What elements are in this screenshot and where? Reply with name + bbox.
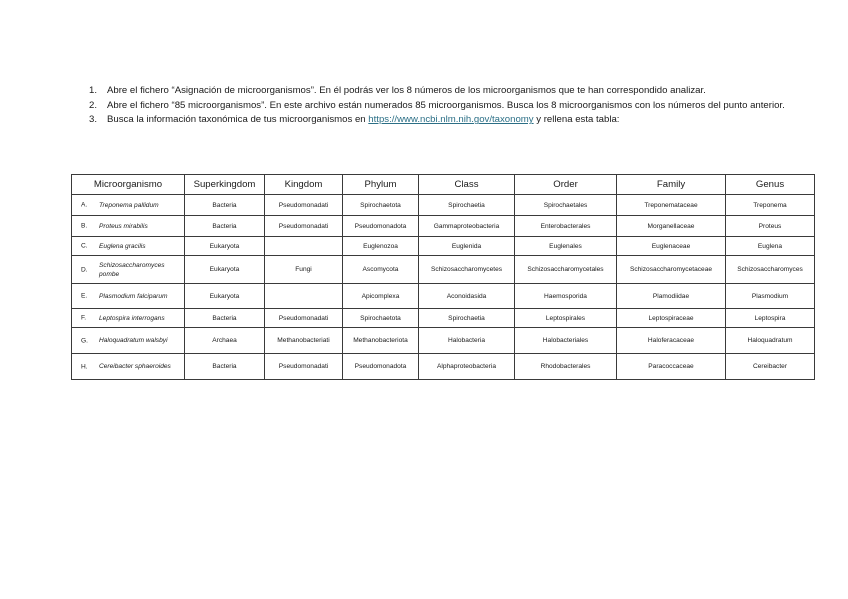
order-cell: Haemosporida: [515, 284, 617, 309]
class-cell: Spirochaetia: [419, 309, 515, 328]
organism-cell: [72, 237, 185, 256]
instruction-text: Abre el fichero “85 microorganismos”. En este archivo están numerados 85 microorganismos. Busca los 8 microorganismos con los números del punto anterior.: [107, 99, 785, 111]
table-row: [72, 354, 815, 380]
organism-cell: [72, 328, 185, 354]
class-cell: Schizosaccharomycetes: [419, 256, 515, 284]
family-cell: Euglenaceae: [617, 237, 726, 256]
instruction-number: 1.: [89, 85, 98, 96]
genus-cell: Cereibacter: [726, 354, 815, 380]
row-letter: G.: [81, 337, 88, 344]
table-row: [72, 216, 815, 237]
order-cell: Schizosaccharomycetales: [515, 256, 617, 284]
row-letter: E.: [81, 292, 88, 300]
superkingdom-cell: Bacteria: [185, 195, 265, 216]
row-letter: F.: [81, 314, 87, 322]
header-class: Class: [419, 175, 515, 195]
phylum-cell: Spirochaetota: [343, 309, 419, 328]
family-cell: Paracoccaceae: [617, 354, 726, 380]
family-cell: Haloferacaceae: [617, 328, 726, 354]
genus-cell: Haloquadratum: [726, 328, 815, 354]
family-cell: Leptospiraceae: [617, 309, 726, 328]
class-cell: Aconoidasida: [419, 284, 515, 309]
superkingdom-cell: Bacteria: [185, 216, 265, 237]
family-cell: Schizosaccharomycetaceae: [617, 256, 726, 284]
kingdom-cell: Fungi: [265, 256, 343, 284]
instruction-text-after: y rellena esta tabla:: [533, 114, 620, 126]
kingdom-cell: Methanobacteriati: [265, 328, 343, 354]
organism-name: Schizosaccharomyces pombe: [99, 261, 165, 278]
organism-cell: [72, 195, 185, 216]
kingdom-cell: [265, 237, 343, 256]
phylum-cell: Apicomplexa: [343, 284, 419, 309]
genus-cell: Schizosaccharomyces: [726, 256, 815, 284]
class-cell: Alphaproteobacteria: [419, 354, 515, 380]
organism-cell: [72, 354, 185, 380]
organism-name: Cereibacter sphaeroides: [99, 363, 171, 370]
genus-cell: Treponema: [726, 195, 815, 216]
kingdom-cell: [265, 284, 343, 309]
header-microorganismo: Microorganismo: [72, 175, 185, 195]
genus-cell: Proteus: [726, 216, 815, 237]
phylum-cell: Pseudomonadota: [343, 354, 419, 380]
row-letter: D.: [81, 266, 88, 273]
phylum-cell: Euglenozoa: [343, 237, 419, 256]
instructions-list: [87, 85, 787, 129]
header-kingdom: Kingdom: [265, 175, 343, 195]
order-cell: Enterobacterales: [515, 216, 617, 237]
family-cell: Morganellaceae: [617, 216, 726, 237]
phylum-cell: Methanobacteriota: [343, 328, 419, 354]
organism-cell: [72, 309, 185, 328]
kingdom-cell: Pseudomonadati: [265, 216, 343, 237]
phylum-cell: Spirochaetota: [343, 195, 419, 216]
instruction-item-1: [87, 85, 787, 97]
genus-cell: Leptospira: [726, 309, 815, 328]
row-letter: A.: [81, 201, 88, 209]
table-row: [72, 284, 815, 309]
instruction-number: 3.: [89, 114, 98, 126]
row-letter: C.: [81, 242, 88, 250]
header-order: Order: [515, 175, 617, 195]
genus-cell: Plasmodium: [726, 284, 815, 309]
class-cell: Euglenida: [419, 237, 515, 256]
row-letter: H.: [81, 363, 88, 370]
organism-name: Haloquadratum walsbyi: [99, 337, 168, 344]
table-row: [72, 328, 815, 354]
family-cell: Plamodiidae: [617, 284, 726, 309]
class-cell: Spirochaetia: [419, 195, 515, 216]
superkingdom-cell: Bacteria: [185, 354, 265, 380]
instruction-text-before: Busca la información taxonómica de tus microorganismos en: [107, 114, 369, 126]
class-cell: Halobacteria: [419, 328, 515, 354]
organism-name: Treponema pallidum: [99, 201, 159, 209]
table-row: [72, 256, 815, 284]
kingdom-cell: Pseudomonadati: [265, 354, 343, 380]
kingdom-cell: Pseudomonadati: [265, 309, 343, 328]
organism-cell: [72, 284, 185, 309]
table-row: [72, 195, 815, 216]
header-genus: Genus: [726, 175, 815, 195]
superkingdom-cell: Eukaryota: [185, 256, 265, 284]
instruction-number: 2.: [89, 99, 98, 111]
table-header-row: [72, 175, 815, 195]
organism-name: Euglena gracilis: [99, 242, 146, 250]
phylum-cell: Ascomycota: [343, 256, 419, 284]
order-cell: Rhodobacterales: [515, 354, 617, 380]
genus-cell: Euglena: [726, 237, 815, 256]
superkingdom-cell: Bacteria: [185, 309, 265, 328]
taxonomy-table: [71, 174, 815, 380]
class-cell: Gammaproteobacteria: [419, 216, 515, 237]
phylum-cell: Pseudomonadota: [343, 216, 419, 237]
family-cell: Treponemataceae: [617, 195, 726, 216]
superkingdom-cell: Eukaryota: [185, 284, 265, 309]
row-letter: B.: [81, 222, 88, 230]
superkingdom-cell: Eukaryota: [185, 237, 265, 256]
organism-name: Plasmodium falciparum: [99, 292, 168, 300]
order-cell: Halobacteriales: [515, 328, 617, 354]
organism-cell: [72, 216, 185, 237]
table-row: [72, 309, 815, 328]
organism-name: Proteus mirabilis: [99, 222, 148, 230]
order-cell: Spirochaetales: [515, 195, 617, 216]
order-cell: Leptospirales: [515, 309, 617, 328]
header-phylum: Phylum: [343, 175, 419, 195]
order-cell: Euglenales: [515, 237, 617, 256]
instruction-item-3: [87, 114, 787, 126]
header-family: Family: [617, 175, 726, 195]
ncbi-taxonomy-link[interactable]: https://www.ncbi.nlm.nih.gov/taxonomy: [368, 114, 534, 126]
header-superkingdom: Superkingdom: [185, 175, 265, 195]
instruction-text: Abre el fichero “Asignación de microorganismos”. En él podrás ver los 8 números de los microorganismos que te han correspondido analizar.: [107, 85, 706, 96]
instruction-item-2: [87, 100, 787, 112]
superkingdom-cell: Archaea: [185, 328, 265, 354]
organism-cell: [72, 256, 185, 284]
table-row: [72, 237, 815, 256]
organism-name: Leptospira interrogans: [99, 314, 165, 322]
kingdom-cell: Pseudomonadati: [265, 195, 343, 216]
